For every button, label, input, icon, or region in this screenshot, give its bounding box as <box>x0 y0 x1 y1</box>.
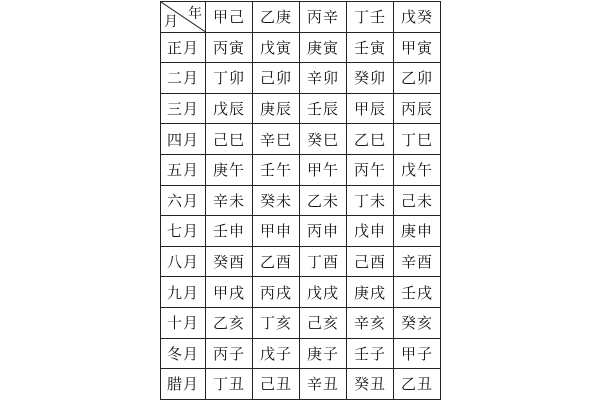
month-label: 八月 <box>161 246 206 277</box>
header-row <box>161 2 441 33</box>
ganzhi-cell: 丁巳 <box>394 124 441 155</box>
ganzhi-cell: 辛卯 <box>300 63 347 94</box>
ganzhi-cell: 己亥 <box>300 307 347 338</box>
ganzhi-cell: 己丑 <box>253 369 300 400</box>
table-row <box>161 338 441 369</box>
ganzhi-cell: 丁酉 <box>300 246 347 277</box>
ganzhi-cell: 丙辰 <box>394 93 441 124</box>
ganzhi-cell: 甲寅 <box>394 32 441 63</box>
table-row <box>161 216 441 247</box>
ganzhi-cell: 乙巳 <box>347 124 394 155</box>
table-row <box>161 307 441 338</box>
month-axis-label: 月 <box>164 13 179 30</box>
ganzhi-cell: 甲戌 <box>206 277 253 308</box>
year-column-header: 丁壬 <box>347 2 394 33</box>
ganzhi-cell: 辛巳 <box>253 124 300 155</box>
ganzhi-cell: 甲申 <box>253 216 300 247</box>
ganzhi-cell: 庚子 <box>300 338 347 369</box>
ganzhi-cell: 癸亥 <box>394 307 441 338</box>
ganzhi-cell: 癸丑 <box>347 369 394 400</box>
ganzhi-cell: 壬辰 <box>300 93 347 124</box>
ganzhi-cell: 癸未 <box>253 185 300 216</box>
month-pillar-table <box>160 1 441 400</box>
table-row <box>161 154 441 185</box>
year-column-header: 丙辛 <box>300 2 347 33</box>
ganzhi-cell: 丙午 <box>347 154 394 185</box>
ganzhi-cell: 乙酉 <box>253 246 300 277</box>
month-label: 二月 <box>161 63 206 94</box>
ganzhi-cell: 甲辰 <box>347 93 394 124</box>
ganzhi-cell: 庚辰 <box>253 93 300 124</box>
ganzhi-cell: 戊午 <box>394 154 441 185</box>
month-label: 十月 <box>161 307 206 338</box>
ganzhi-cell: 丙寅 <box>206 32 253 63</box>
month-label: 三月 <box>161 93 206 124</box>
ganzhi-cell: 戊戌 <box>300 277 347 308</box>
ganzhi-cell: 壬申 <box>206 216 253 247</box>
table-row <box>161 63 441 94</box>
month-label: 四月 <box>161 124 206 155</box>
ganzhi-cell: 庚午 <box>206 154 253 185</box>
corner-cell <box>161 2 206 33</box>
ganzhi-cell: 癸卯 <box>347 63 394 94</box>
ganzhi-cell: 丙申 <box>300 216 347 247</box>
year-column-header: 甲己 <box>206 2 253 33</box>
ganzhi-cell: 庚戌 <box>347 277 394 308</box>
ganzhi-cell: 己未 <box>394 185 441 216</box>
ganzhi-cell: 丙子 <box>206 338 253 369</box>
ganzhi-cell: 己酉 <box>347 246 394 277</box>
ganzhi-cell: 甲子 <box>394 338 441 369</box>
ganzhi-cell: 乙卯 <box>394 63 441 94</box>
ganzhi-cell: 壬戌 <box>394 277 441 308</box>
ganzhi-cell: 戊寅 <box>253 32 300 63</box>
ganzhi-cell: 戊子 <box>253 338 300 369</box>
month-label: 正月 <box>161 32 206 63</box>
table-row <box>161 93 441 124</box>
ganzhi-cell: 戊辰 <box>206 93 253 124</box>
month-label: 九月 <box>161 277 206 308</box>
month-label: 冬月 <box>161 338 206 369</box>
month-label: 腊月 <box>161 369 206 400</box>
ganzhi-cell: 乙丑 <box>394 369 441 400</box>
table-body <box>161 32 441 399</box>
ganzhi-cell: 癸酉 <box>206 246 253 277</box>
table-row <box>161 124 441 155</box>
year-column-header: 乙庚 <box>253 2 300 33</box>
month-label: 六月 <box>161 185 206 216</box>
table-row <box>161 32 441 63</box>
table-row <box>161 185 441 216</box>
ganzhi-cell: 丁丑 <box>206 369 253 400</box>
ganzhi-cell: 辛未 <box>206 185 253 216</box>
table-row <box>161 369 441 400</box>
table-row <box>161 277 441 308</box>
ganzhi-cell: 己卯 <box>253 63 300 94</box>
ganzhi-cell: 丁未 <box>347 185 394 216</box>
month-label: 五月 <box>161 154 206 185</box>
ganzhi-cell: 丙戌 <box>253 277 300 308</box>
ganzhi-cell: 壬寅 <box>347 32 394 63</box>
year-column-header: 戊癸 <box>394 2 441 33</box>
table-row <box>161 246 441 277</box>
ganzhi-cell: 辛亥 <box>347 307 394 338</box>
ganzhi-cell: 壬子 <box>347 338 394 369</box>
ganzhi-cell: 乙未 <box>300 185 347 216</box>
ganzhi-cell: 辛丑 <box>300 369 347 400</box>
ganzhi-cell: 甲午 <box>300 154 347 185</box>
month-label: 七月 <box>161 216 206 247</box>
ganzhi-cell: 辛酉 <box>394 246 441 277</box>
ganzhi-cell: 己巳 <box>206 124 253 155</box>
ganzhi-cell: 丁卯 <box>206 63 253 94</box>
year-axis-label: 年 <box>188 6 203 22</box>
ganzhi-cell: 乙亥 <box>206 307 253 338</box>
ganzhi-cell: 丁亥 <box>253 307 300 338</box>
ganzhi-cell: 壬午 <box>253 154 300 185</box>
ganzhi-cell: 戊申 <box>347 216 394 247</box>
ganzhi-cell: 癸巳 <box>300 124 347 155</box>
ganzhi-cell: 庚申 <box>394 216 441 247</box>
ganzhi-cell: 庚寅 <box>300 32 347 63</box>
